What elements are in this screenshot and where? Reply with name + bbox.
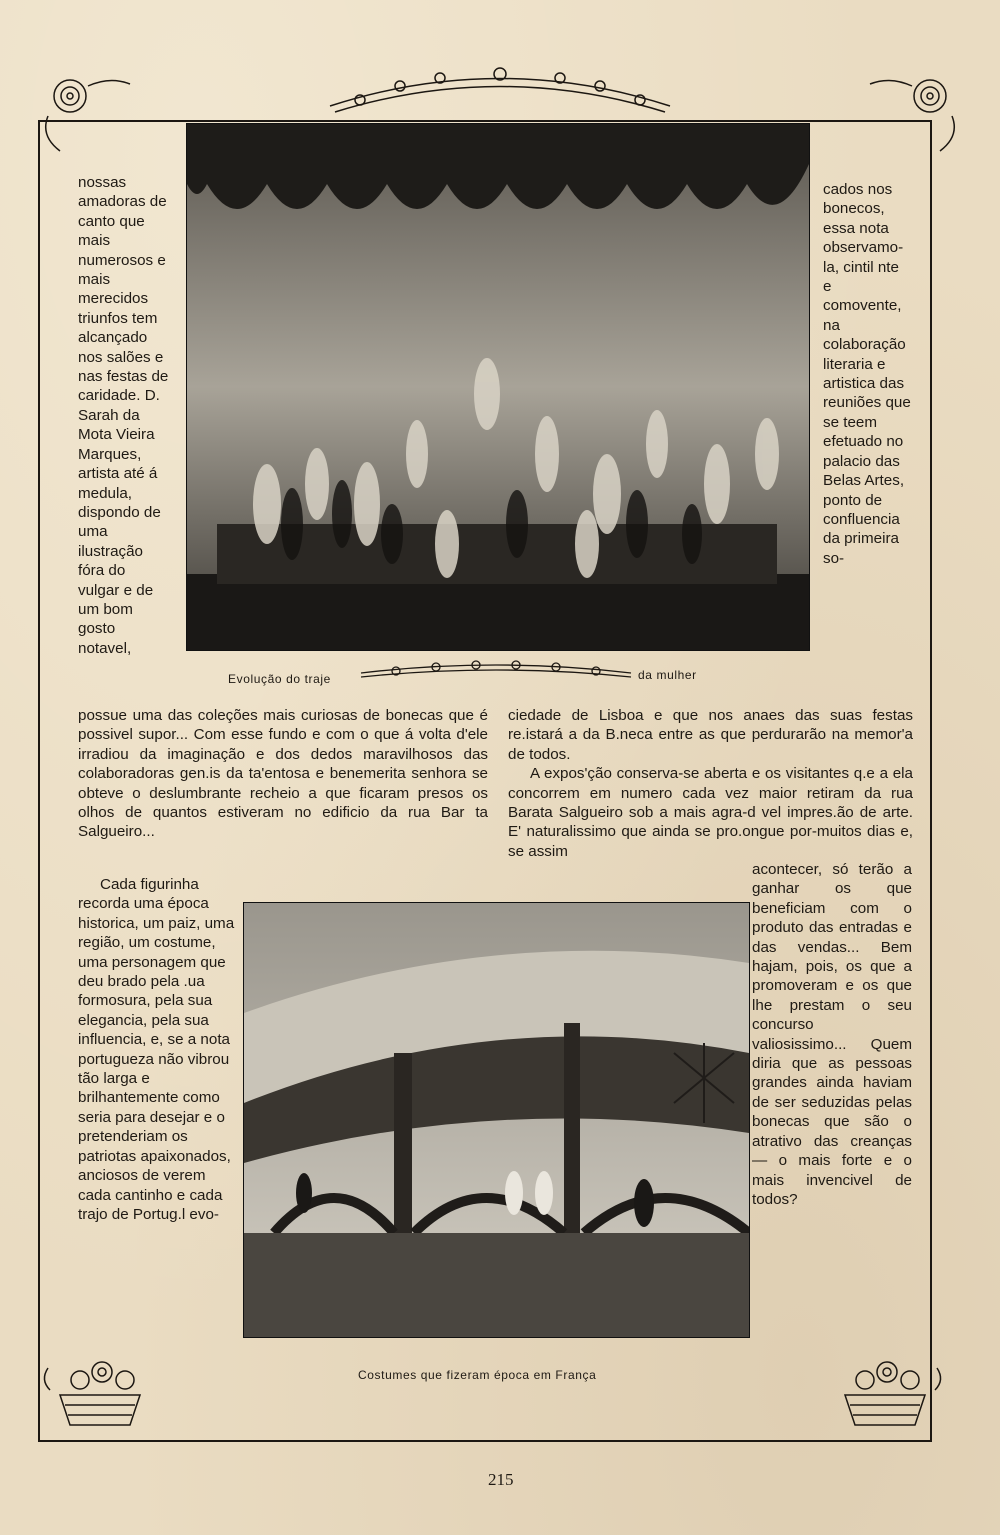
text-column-right-bottom (752, 860, 912, 1209)
paragraph: possue uma das coleções mais curiosas de bonecas que é possivel supor... Com esse fundo e com o que á volta d'ele irradiou da imaginação e dos dedos maravilhosos das colaboradoras gen.is da ta'entosa e benemerita senhora se obteve o deslumbrante recheio a que ficaram presos os olhos de quantos estiveram no edificio da rua Bar ta Salgueiro... (78, 707, 488, 841)
photo-french-costumes (243, 902, 750, 1338)
photo-doll-stage (186, 123, 810, 651)
text-column-wide-left (78, 706, 488, 842)
paragraph: acontecer, só terão a ganhar os que beneficiam com o produto das entradas e das vendas... Bem hajam, pois, os que a promoveram e os que lhe prestam o seu concurso valiosissimo... Quem diria que as pessoas grandes ainda haviam de ser seduzidas pelas bonecas que são o atrativo das creanças — o mais forte e o mais invencivel de todos? (752, 861, 912, 1208)
paragraph: A expos'ção conserva-se aberta e os visitantes q.e a ela concorrem em numero cada vez maior retiram da rua Barata Salgueiro sob a mais agra-d vel impres.ão de arte. E' naturalissimo que ainda se pro.ongue por-muitos dias e, se assim (508, 765, 913, 860)
page-number: 215 (488, 1470, 514, 1489)
caption-top-left: Evolução do traje (228, 672, 331, 686)
text-column-left-top (78, 173, 170, 658)
caption-bottom: Costumes que fizeram época em França (358, 1368, 597, 1382)
paragraph: cados nos bonecos, essa nota observamo-la, cintil nte e comovente, na colaboração literaria e artistica das reuniões que se teem efetuado no palacio das Belas Artes, ponto de confluencia da primeira so- (823, 181, 911, 567)
caption-ornament (356, 655, 636, 689)
text-column-right-top (823, 180, 911, 568)
caption-top-right: da mulher (638, 668, 697, 682)
text-column-wide-right (508, 706, 913, 861)
paragraph: ciedade de Lisboa e que nos anaes das suas festas re.istará a da B.neca entre as que perdurarão na memor'a de todos. (508, 707, 913, 763)
flower-basket-ornament-right (815, 1350, 955, 1430)
text-column-left-bottom (78, 875, 238, 1224)
paragraph: nossas amadoras de canto que mais numerosos e mais merecidos triunfos tem alcançado nos salões e nas festas de caridade. D. Sarah da Mota Vieira Marques, artista até á medula, dispondo de uma ilustração fóra do vulgar e de um bom gosto notavel, (78, 174, 169, 657)
flower-basket-ornament-left (30, 1350, 170, 1430)
paragraph: Cada figurinha recorda uma época historica, um paiz, uma região, um costume, uma personagem que deu brado pela .ua formosura, pela sua elegancia, pela sua influencia, e, se a nota portugueza não vibrou tão larga e brilhantemente como seria para desejar e o pretenderiam os patriotas apaixonados, anciosos de verem cada cantinho e cada trajo de Portug.l evo- (78, 876, 235, 1223)
